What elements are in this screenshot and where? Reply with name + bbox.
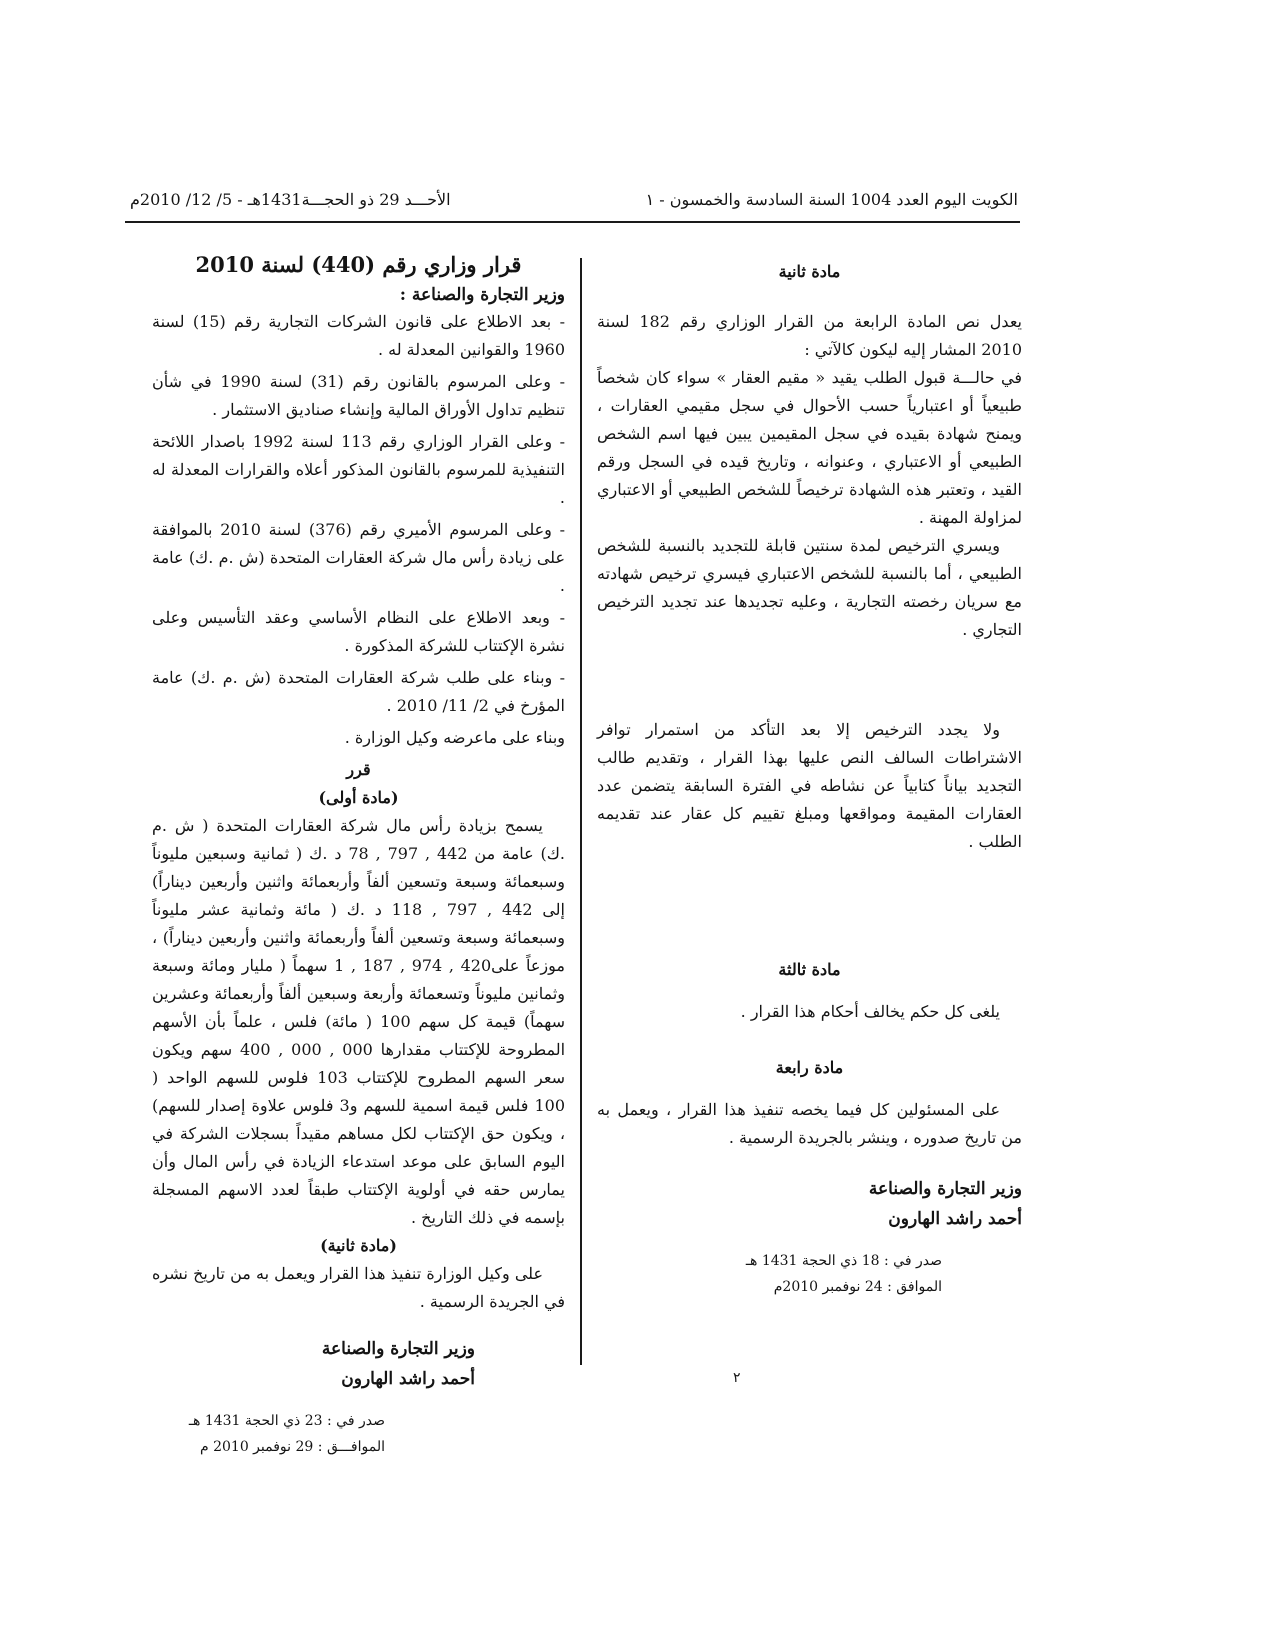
issue-date-block <box>152 1408 385 1460</box>
article-3-heading: مادة ثالثة <box>778 960 841 979</box>
issued-gregorian: الموافق : 24 نوفمبر 2010م <box>773 1279 942 1295</box>
signature-name: أحمد راشد الهارون <box>888 1209 1022 1229</box>
signature-block <box>597 1174 1022 1234</box>
preamble-item: - وعلى القرار الوزاري رقم 113 لسنة 1992 باصدار اللائحة التنفيذية للمرسوم بالقانون المذكور أعلاه والقرارات المعدلة له . <box>152 432 566 507</box>
signature-name: أحمد راشد الهارون <box>341 1369 475 1389</box>
preamble-item: - بعد الاطلاع على قانون الشركات التجارية رقم (15) لسنة 1960 والقوانين المعدلة له . <box>152 312 565 359</box>
signature-title: وزير التجارة والصناعة <box>321 1339 475 1359</box>
preamble-item: - وبناء على طلب شركة العقارات المتحدة (ش .م .ك) عامة المؤرخ في 2/ 11/ 2010 . <box>152 668 565 715</box>
amendment-paragraph: ولا يجدد الترخيص إلا بعد التأكد من استمرار توافر الاشتراطات السالف النص عليها بهذا القرار ، وتقديم طالب التجديد بياناً كتابياً عن نشاطه في الفترة السابقة يتضمن عدد العقارات المقيمة ومواقعها ومبلغ تقييم كل عقار عند تقديمه الطلب . <box>597 720 1022 851</box>
amendment-paragraph: ويسري الترخيص لمدة سنتين قابلة للتجديد بالنسبة للشخص الطبيعي ، أما بالنسبة للشخص الاعتباري فيسري ترخيص شهادته مع سريان رخصته التجارية ، وعليه تجديدها عند تجديد الترخيص التجاري . <box>597 536 1022 639</box>
decree-issuer: وزير التجارة والصناعة : <box>399 285 565 305</box>
article-2-heading: (مادة ثانية) <box>320 1236 397 1255</box>
article-4-heading: مادة رابعة <box>775 1058 844 1077</box>
signature-title: وزير التجارة والصناعة <box>868 1179 1022 1199</box>
preamble-item: - وعلى المرسوم بالقانون رقم (31) لسنة 1990 في شأن تنظيم تداول الأوراق المالية وإنشاء صناديق الاستثمار . <box>152 372 566 419</box>
decided-heading: قرر <box>346 760 371 779</box>
signature-block <box>152 1334 475 1394</box>
header-rule <box>125 221 1020 223</box>
preamble-item: وبناء على ماعرضه وكيل الوزارة . <box>344 728 565 747</box>
article-2-text: على وكيل الوزارة تنفيذ هذا القرار ويعمل به من تاريخ نشره في الجريدة الرسمية . <box>152 1264 565 1311</box>
issue-date-block <box>597 1248 942 1300</box>
preamble-item: - وعلى المرسوم الأميري رقم (376) لسنة 2010 بالموافقة على زيادة رأس مال شركة العقارات المتحدة (ش .م .ك) عامة . <box>152 520 565 595</box>
issued-hijri: صدر في : 18 ذي الحجة 1431 هـ <box>745 1253 942 1269</box>
article-1-heading: (مادة أولى) <box>318 788 399 807</box>
article-2-heading: مادة ثانية <box>778 262 841 281</box>
header-date: الأحـــد 29 ذو الحجـــة1431هـ - 5/ 12/ 2010م <box>130 190 451 209</box>
decree-182-amendment-column <box>597 258 1022 1300</box>
decree-title: قرار وزاري رقم (440) لسنة 2010 <box>195 252 522 277</box>
article-1-text: يسمح بزيادة رأس مال شركة العقارات المتحدة ( ش .م .ك) عامة من 442 , 797 , 78 د .ك ( ثمانية وسبعين مليوناً وسبعمائة وسبعة وتسعين ألفاً وأربعمائة واثنين وأربعين ديناراً) إلى 442 , 797 , 118 د .ك ( مائة وثمانية عشر مليوناً وسبعمائة وسبعة وتسعين ألفاً وأربعمائة واثنين وأربعين ديناراً) ، موزعاً على420 , 974 , 187 , 1 سهماً ( مليار ومائة وسبعة وثمانين مليوناً وتسعمائة وأربعة وسبعين ألفاً وأربعمائة وعشرين سهماً) قيمة كل سهم 100 ( مائة) فلس ، علماً بأن الأسهم المطروحة للإكتتاب مقدارها 000 , 000 , 400 سهم ويكون سعر السهم المطروح للإكتتاب 103 فلوس للسهم الواحد ( 100 فلس قيمة اسمية للسهم و3 فلوس علاوة إصدار للسهم) ، ويكون حق الإكتتاب لكل مساهم مقيداً بسجلات الشركة في اليوم السابق على موعد استدعاء الزيادة في رأس المال وأن يمارس حقه في أولوية الإكتتاب طبقاً لعدد الاسهم المسجلة بإسمه في ذلك التاريخ . <box>152 816 566 1227</box>
preamble-item: - وبعد الاطلاع على النظام الأساسي وعقد التأسيس وعلى نشرة الإكتتاب للشركة المذكورة . <box>152 608 565 655</box>
header-issue-info: الكويت اليوم العدد 1004 السنة السادسة والخمسون - ١ <box>645 190 1018 209</box>
amendment-intro: يعدل نص المادة الرابعة من القرار الوزاري رقم 182 لسنة 2010 المشار إليه ليكون كالآتي : <box>597 312 1023 359</box>
amendment-paragraph: في حالـــة قبول الطلب يقيد « مقيم العقار » سواء كان شخصاً طبيعياً أو اعتبارياً حسب الأحوال في سجل مقيمي العقارات ، ويمنح شهادة بقيده في سجل المقيمين يبين فيها اسم الشخص الطبيعي أو الاعتباري ، وعنوانه ، وتاريخ قيده في السجل ورقم القيد ، وتعتبر هذه الشهادة ترخيصاً للشخص الطبيعي أو الاعتباري لمزاولة المهنة . <box>597 368 1023 527</box>
article-4-text: على المسئولين كل فيما يخصه تنفيذ هذا القرار ، ويعمل به من تاريخ صدوره ، وينشر بالجريدة الرسمية . <box>597 1100 1022 1147</box>
decree-440-column <box>152 250 565 1460</box>
page-number: ٢ <box>733 1370 741 1386</box>
column-divider <box>580 258 582 1365</box>
article-3-text: يلغى كل حكم يخالف أحكام هذا القرار . <box>740 1002 1000 1021</box>
issued-hijri: صدر في : 23 ذي الحجة 1431 هـ <box>188 1413 385 1429</box>
issued-gregorian: الموافـــق : 29 نوفمبر 2010 م <box>199 1439 385 1455</box>
